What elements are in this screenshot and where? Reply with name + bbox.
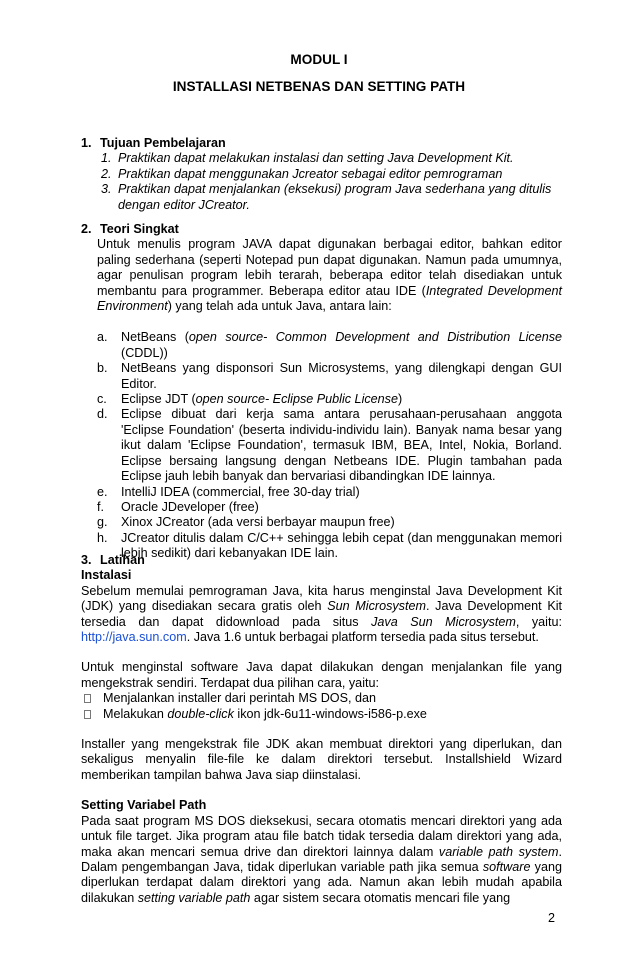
paragraph: Installer yang mengekstrak file JDK akan membuat direktori yang diperlukan, dan sekaligus menyalin file-file ke dalam direktori tersebut. Installshield Wizard memberikan tampilan bahwa Java siap diinstalasi.: [81, 737, 562, 782]
list-item: c. Eclipse JDT (open source- Eclipse Public License): [97, 392, 403, 407]
goal-item: 2. Praktikan dapat menggunakan Jcreator sebagai editor pemrograman: [101, 166, 503, 181]
list-item: a. NetBeans (open source- Common Development and Distribution License (CDDL)): [97, 330, 562, 360]
section-heading: 2. Teori Singkat: [81, 222, 179, 236]
page-subtitle: INSTALLASI NETBENAS DAN SETTING PATH: [172, 79, 466, 94]
checkbox-glyph-icon: [84, 694, 91, 703]
list-item: b. NetBeans yang disponsori Sun Microsystems, yang dilengkapi dengan GUI Editor.: [97, 361, 562, 391]
list-item: d. Eclipse dibuat dari kerja sama antara perusahaan-perusahaan anggota 'Eclipse Foundation' (beserta individu-individu lain). Banyak nama besar yang ikut dalam 'Eclipse Foundation', termasuk IBM, BEA, Intel, Nokia, Borland. Eclipse bersaing langsung dengan Netbeans IDE. Plugin tambahan pada Eclipse jauh lebih banyak dan bervariasi dibandingkan IDE lainnya.: [97, 407, 562, 484]
section-latihan: [81, 553, 562, 906]
paragraph: Pada saat program MS DOS dieksekusi, secara otomatis mencari direktori yang ada untuk file target. Jika program atau file batch tidak tersedia dalam direktori yang ada, maka akan mencari semua drive dan direktori lainnya dalam variable path system. Dalam pengembangan Java, tidak diperlukan variable path jika semua software yang diperlukan terdapat dalam direktori yang ada. Namun akan lebih mudah apabila dilakukan setting variable path agar sistem secara otomatis mencari file yang: [81, 813, 562, 905]
section-heading: 3. Latihan: [81, 553, 145, 567]
java-sun-link[interactable]: http://java.sun.com: [81, 630, 187, 645]
list-item: e. IntelliJ IDEA (commercial, free 30-day trial): [97, 484, 360, 499]
goal-item: 3. Praktikan dapat menjalankan (eksekusi) program Java sederhana yang ditulis dengan editor JCreator.: [101, 182, 552, 212]
page-number: 2: [548, 911, 556, 925]
intro-paragraph: Untuk menulis program JAVA dapat digunakan berbagai editor, bahkan editor paling sederhana (seperti Notepad pun dapat digunakan. Namun pada umumnya, agar penulisan program lebih terarah, beberapa editor telah disediakan untuk membantu para programmer. Beberapa editor atau IDE (Integrated Development Environment) yang telah ada untuk Java, antara lain:: [97, 237, 563, 314]
section-heading: 1. Tujuan Pembelajaran: [81, 136, 226, 150]
page-title: MODUL I: [290, 52, 348, 67]
editor-list: [81, 330, 562, 561]
paragraph: Untuk menginstal software Java dapat dilakukan dengan menjalankan file yang mengekstrak sendiri. Terdapat dua pilihan cara, yaitu:: [81, 660, 562, 690]
goal-item: 1. Praktikan dapat melakukan instalasi dan setting Java Development Kit.: [101, 151, 514, 166]
list-item: f. Oracle JDeveloper (free): [97, 499, 259, 514]
list-item: g. Xinox JCreator (ada versi berbayar maupun free): [97, 515, 395, 530]
goals-list: [81, 151, 562, 213]
bullet-item: Melakukan double-click ikon jdk-6u11-windows-i586-p.exe: [81, 707, 562, 722]
list-item: h. JCreator ditulis dalam C/C++ sehingga lebih cepat (dan menggunakan memori lebih sedikit) dari kebanyakan IDE lain.: [97, 530, 562, 561]
paragraph: Sebelum memulai pemrograman Java, kita harus menginstal Java Development Kit (JDK) yang disediakan secara gratis oleh Sun Microsystem. Java Development Kit tersedia dan dapat didownload pada situs Java Sun Microsystem, yaitu: http://java.sun.com. Java 1.6 untuk berbagai platform tersedia pada situs tersebut.: [81, 583, 563, 645]
section-tujuan: [81, 136, 562, 213]
checkbox-glyph-icon: [84, 710, 91, 719]
subheading-instalasi: Instalasi: [81, 568, 132, 583]
subheading-setting-path: Setting Variabel Path: [81, 798, 207, 813]
bullet-item: Menjalankan installer dari perintah MS DOS, dan: [81, 691, 562, 706]
section-teori: [81, 222, 562, 562]
